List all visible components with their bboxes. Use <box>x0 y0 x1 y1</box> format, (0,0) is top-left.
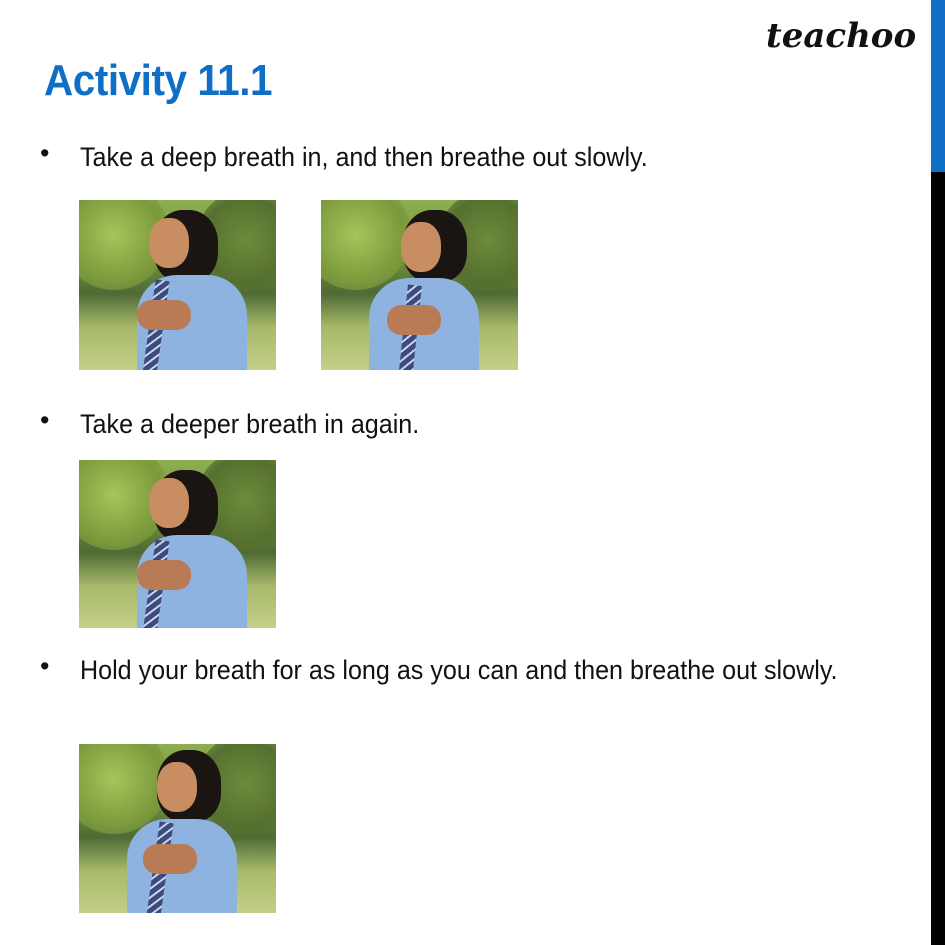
bullet-icon: • <box>40 651 50 681</box>
bullet-text: Take a deep breath in, and then breathe out slowly. <box>80 142 648 172</box>
bullet-icon: • <box>40 138 50 168</box>
side-accent-bar-blue <box>931 0 945 172</box>
teachoo-logo: teachoo <box>766 16 917 56</box>
side-accent-bar-black <box>931 172 945 945</box>
photo-deeper-breath <box>79 460 276 628</box>
photo-hold-breath <box>79 744 276 913</box>
bullet-text: Hold your breath for as long as you can and then breathe out slowly. <box>80 655 838 685</box>
page-title: Activity 11.1 <box>44 56 273 105</box>
bullet-icon: • <box>40 405 50 435</box>
photo-breathe-out <box>321 200 518 370</box>
photo-breathe-in <box>79 200 276 370</box>
bullet-text: Take a deeper breath in again. <box>80 409 420 439</box>
